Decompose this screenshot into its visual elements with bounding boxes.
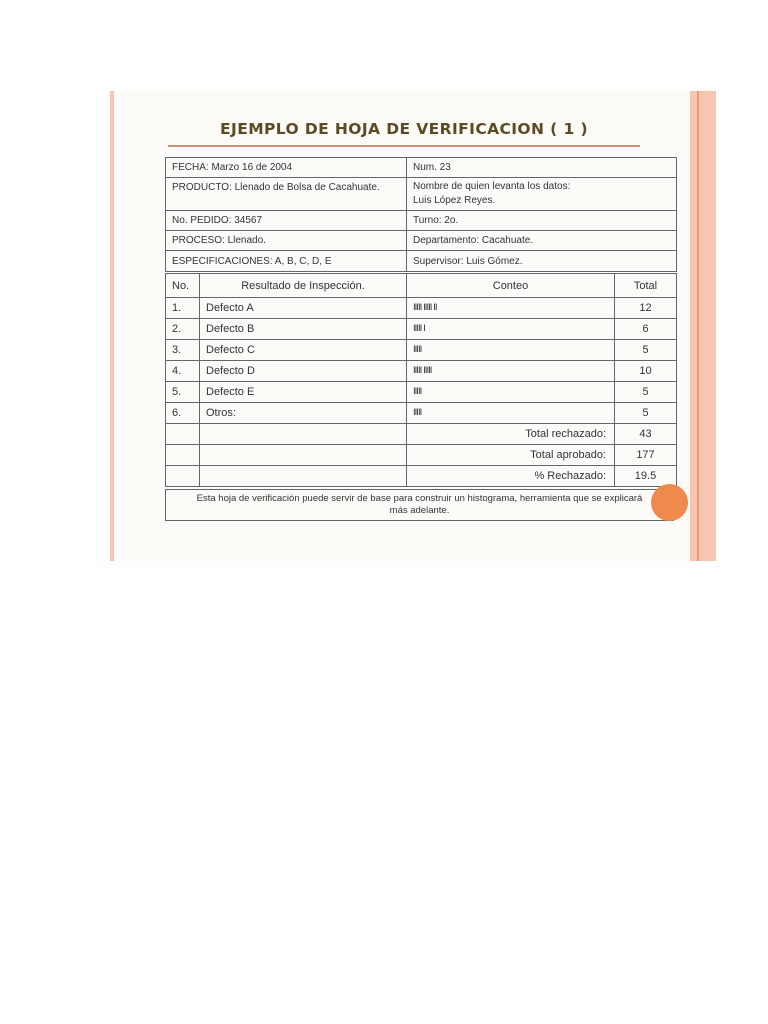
departamento-cell: Departamento: Cacahuate. <box>407 231 677 251</box>
pedido-cell: No. PEDIDO: 34567 <box>166 211 407 231</box>
slide-title: EJEMPLO DE HOJA DE VERIFICACION ( 1 ) <box>220 120 588 138</box>
row-total: 6 <box>615 319 677 340</box>
row-total: 5 <box>615 340 677 361</box>
summary-label: Total rechazado: <box>407 424 615 445</box>
row-total: 5 <box>615 382 677 403</box>
summary-row-porcentaje <box>166 466 677 487</box>
row-no: 3. <box>166 340 200 361</box>
table-header-row <box>166 274 677 298</box>
header-no: No. <box>166 274 200 298</box>
nombre-value: Luis López Reyes. <box>413 195 496 206</box>
row-total: 10 <box>615 361 677 382</box>
table-row <box>166 403 677 424</box>
header-resultado: Resultado de Inspección. <box>200 274 407 298</box>
row-no: 4. <box>166 361 200 382</box>
summary-label: Total aprobado: <box>407 445 615 466</box>
nombre-cell <box>407 178 677 211</box>
nombre-label: Nombre de quien levanta los datos: <box>413 181 571 192</box>
especificaciones-cell: ESPECIFICACIONES: A, B, C, D, E <box>166 251 407 272</box>
summary-value: 177 <box>615 445 677 466</box>
title-underline <box>168 145 640 147</box>
row-no: 1. <box>166 298 200 319</box>
row-tally: IIIII <box>407 340 615 361</box>
summary-row-aprobado <box>166 445 677 466</box>
fecha-cell: FECHA: Marzo 16 de 2004 <box>166 158 407 178</box>
row-defect: Defecto B <box>200 319 407 340</box>
row-defect: Otros: <box>200 403 407 424</box>
row-defect: Defecto E <box>200 382 407 403</box>
slide-right-band <box>690 91 716 561</box>
row-no: 5. <box>166 382 200 403</box>
num-cell: Num. 23 <box>407 158 677 178</box>
cursor-highlight-dot <box>651 484 688 521</box>
row-defect: Defecto A <box>200 298 407 319</box>
summary-label: % Rechazado: <box>407 466 615 487</box>
summary-row-rechazado <box>166 424 677 445</box>
row-defect: Defecto C <box>200 340 407 361</box>
summary-value: 43 <box>615 424 677 445</box>
producto-cell: PRODUCTO: Llenado de Bolsa de Cacahuate. <box>166 178 407 211</box>
row-tally: IIIII IIIII <box>407 361 615 382</box>
row-defect: Defecto D <box>200 361 407 382</box>
supervisor-cell: Supervisor: Luis Gómez. <box>407 251 677 272</box>
row-tally: IIIII I <box>407 319 615 340</box>
footnote-line-2: más adelante. <box>389 505 450 516</box>
inspection-table <box>165 273 677 487</box>
table-row <box>166 382 677 403</box>
table-row <box>166 361 677 382</box>
summary-value: 19.5 <box>615 466 677 487</box>
row-total: 12 <box>615 298 677 319</box>
row-no: 2. <box>166 319 200 340</box>
footnote-line-1: Esta hoja de verificación puede servir de base para construir un histograma, herramienta que se explicará <box>196 493 643 504</box>
row-no: 6. <box>166 403 200 424</box>
header-info-table <box>165 157 677 272</box>
row-tally: IIIII <box>407 403 615 424</box>
row-tally: IIIII IIIII II <box>407 298 615 319</box>
turno-cell: Turno: 2o. <box>407 211 677 231</box>
row-tally: IIIII <box>407 382 615 403</box>
table-row <box>166 298 677 319</box>
slide-right-line <box>697 91 699 561</box>
header-conteo: Conteo <box>407 274 615 298</box>
row-total: 5 <box>615 403 677 424</box>
proceso-cell: PROCESO: Llenado. <box>166 231 407 251</box>
header-total: Total <box>615 274 677 298</box>
slide-left-border <box>110 91 114 561</box>
table-row <box>166 319 677 340</box>
table-row <box>166 340 677 361</box>
footnote-box <box>165 489 674 521</box>
